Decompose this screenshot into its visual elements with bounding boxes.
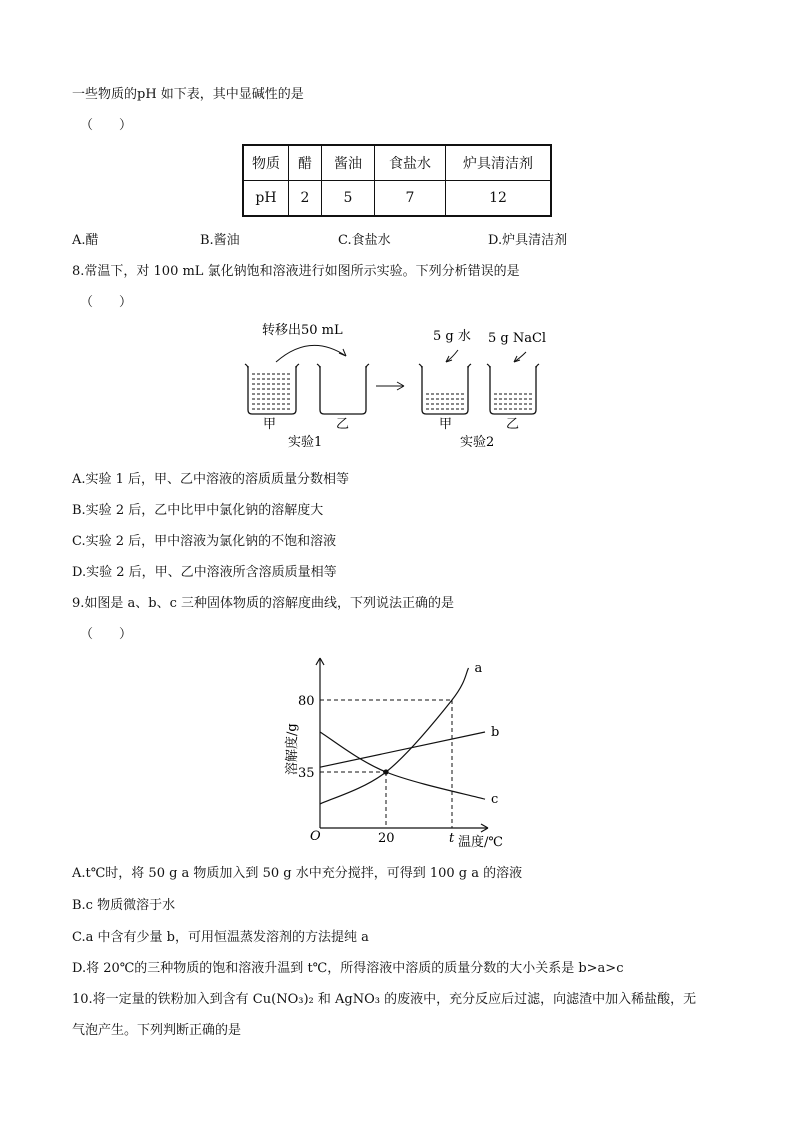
process-arrow bbox=[376, 382, 404, 390]
transfer-arrow bbox=[276, 345, 346, 362]
x-tick-label-20: 20 bbox=[378, 831, 395, 846]
table-cell: 12 bbox=[446, 181, 552, 217]
q7-option-a: A.醋 bbox=[72, 233, 99, 248]
curve-c bbox=[320, 732, 485, 799]
q8-option-b: B.实验 2 后，乙中比甲中氯化钠的溶解度大 bbox=[72, 503, 324, 518]
q9-option-a: A.t℃时，将 50 g a 物质加入到 50 g 水中充分搅拌，可得到 100 g a 的溶液 bbox=[72, 866, 523, 881]
beaker-yi-exp2 bbox=[487, 352, 539, 414]
label-exp2: 实验2 bbox=[460, 435, 495, 450]
table-cell: 炉具清洁剂 bbox=[446, 145, 552, 181]
nacl-label: 5 g NaCl bbox=[488, 331, 547, 346]
q7-paren: （ ） bbox=[80, 118, 133, 133]
table-cell: 食盐水 bbox=[375, 145, 446, 181]
table-cell: 5 bbox=[322, 181, 375, 217]
q8-experiment-figure bbox=[240, 318, 560, 458]
y-axis-label: 溶解度/g bbox=[285, 723, 300, 775]
q7-stem: 一些物质的pH 如下表，其中显碱性的是 bbox=[72, 87, 304, 102]
q7-option-b: B.酱油 bbox=[200, 233, 240, 248]
q10-line1: 10.将一定量的铁粉加入到含有 Cu(NO₃)₂ 和 AgNO₃ 的废液中，充分反应后过滤，向滤渣中加入稀盐酸，无 bbox=[72, 992, 697, 1007]
q8-option-d: D.实验 2 后，甲、乙中溶液所含溶质质量相等 bbox=[72, 565, 337, 580]
q9-paren: （ ） bbox=[80, 627, 133, 642]
q9-option-b: B.c 物质微溶于水 bbox=[72, 898, 176, 913]
table-cell: 酱油 bbox=[322, 145, 375, 181]
q9-stem: 9.如图是 a、b、c 三种固体物质的溶解度曲线，下列说法正确的是 bbox=[72, 596, 455, 611]
q9-option-c: C.a 中含有少量 b，可用恒温蒸发溶剂的方法提纯 a bbox=[72, 930, 369, 945]
q7-option-c: C.食盐水 bbox=[338, 233, 391, 248]
water-label: 5 g 水 bbox=[433, 329, 471, 344]
q7-option-d: D.炉具清洁剂 bbox=[488, 233, 568, 248]
table-cell: 7 bbox=[375, 181, 446, 217]
q8-stem: 8.常温下，对 100 mL 氯化钠饱和溶液进行如图所示实验。下列分析错误的是 bbox=[72, 264, 520, 279]
curve-label-a: a bbox=[474, 661, 483, 676]
curve-label-b: b bbox=[491, 725, 500, 740]
transfer-label: 转移出50 mL bbox=[262, 323, 343, 338]
table-row bbox=[243, 145, 551, 181]
q10-line2: 气泡产生。下列判断正确的是 bbox=[72, 1023, 242, 1038]
label-jia-exp1: 甲 bbox=[263, 417, 277, 432]
label-jia-exp2: 甲 bbox=[439, 417, 453, 432]
table-cell: 物质 bbox=[243, 145, 289, 181]
label-yi-exp1: 乙 bbox=[336, 417, 350, 432]
y-tick-label-35: 35 bbox=[298, 766, 315, 781]
table-row bbox=[243, 181, 551, 217]
q8-option-c: C.实验 2 后，甲中溶液为氯化钠的不饱和溶液 bbox=[72, 534, 337, 549]
x-tick-label-t: t bbox=[449, 831, 455, 846]
beaker-yi-exp1 bbox=[317, 364, 369, 414]
x-axis-label: 温度/℃ bbox=[458, 835, 503, 850]
label-exp1: 实验1 bbox=[288, 435, 323, 450]
origin-label: O bbox=[310, 829, 321, 844]
curve-a bbox=[320, 668, 469, 804]
curve-label-c: c bbox=[491, 792, 499, 808]
q8-paren: （ ） bbox=[80, 295, 133, 310]
curve-b bbox=[320, 732, 485, 767]
y-tick-label-80: 80 bbox=[298, 694, 315, 709]
table-cell: 2 bbox=[289, 181, 322, 217]
intersection-point bbox=[383, 769, 388, 774]
table-cell: pH bbox=[243, 181, 289, 217]
beaker-jia-exp2 bbox=[419, 350, 471, 414]
ph-table bbox=[242, 144, 552, 217]
beaker-jia-exp1 bbox=[245, 364, 299, 414]
label-yi-exp2: 乙 bbox=[506, 417, 520, 432]
q9-option-d: D.将 20℃的三种物质的饱和溶液升温到 t℃，所得溶液中溶质的质量分数的大小关系是 b>a>c bbox=[72, 961, 624, 976]
q8-option-a: A.实验 1 后，甲、乙中溶液的溶质质量分数相等 bbox=[72, 472, 350, 487]
table-cell: 醋 bbox=[289, 145, 322, 181]
solubility-chart bbox=[280, 650, 520, 850]
